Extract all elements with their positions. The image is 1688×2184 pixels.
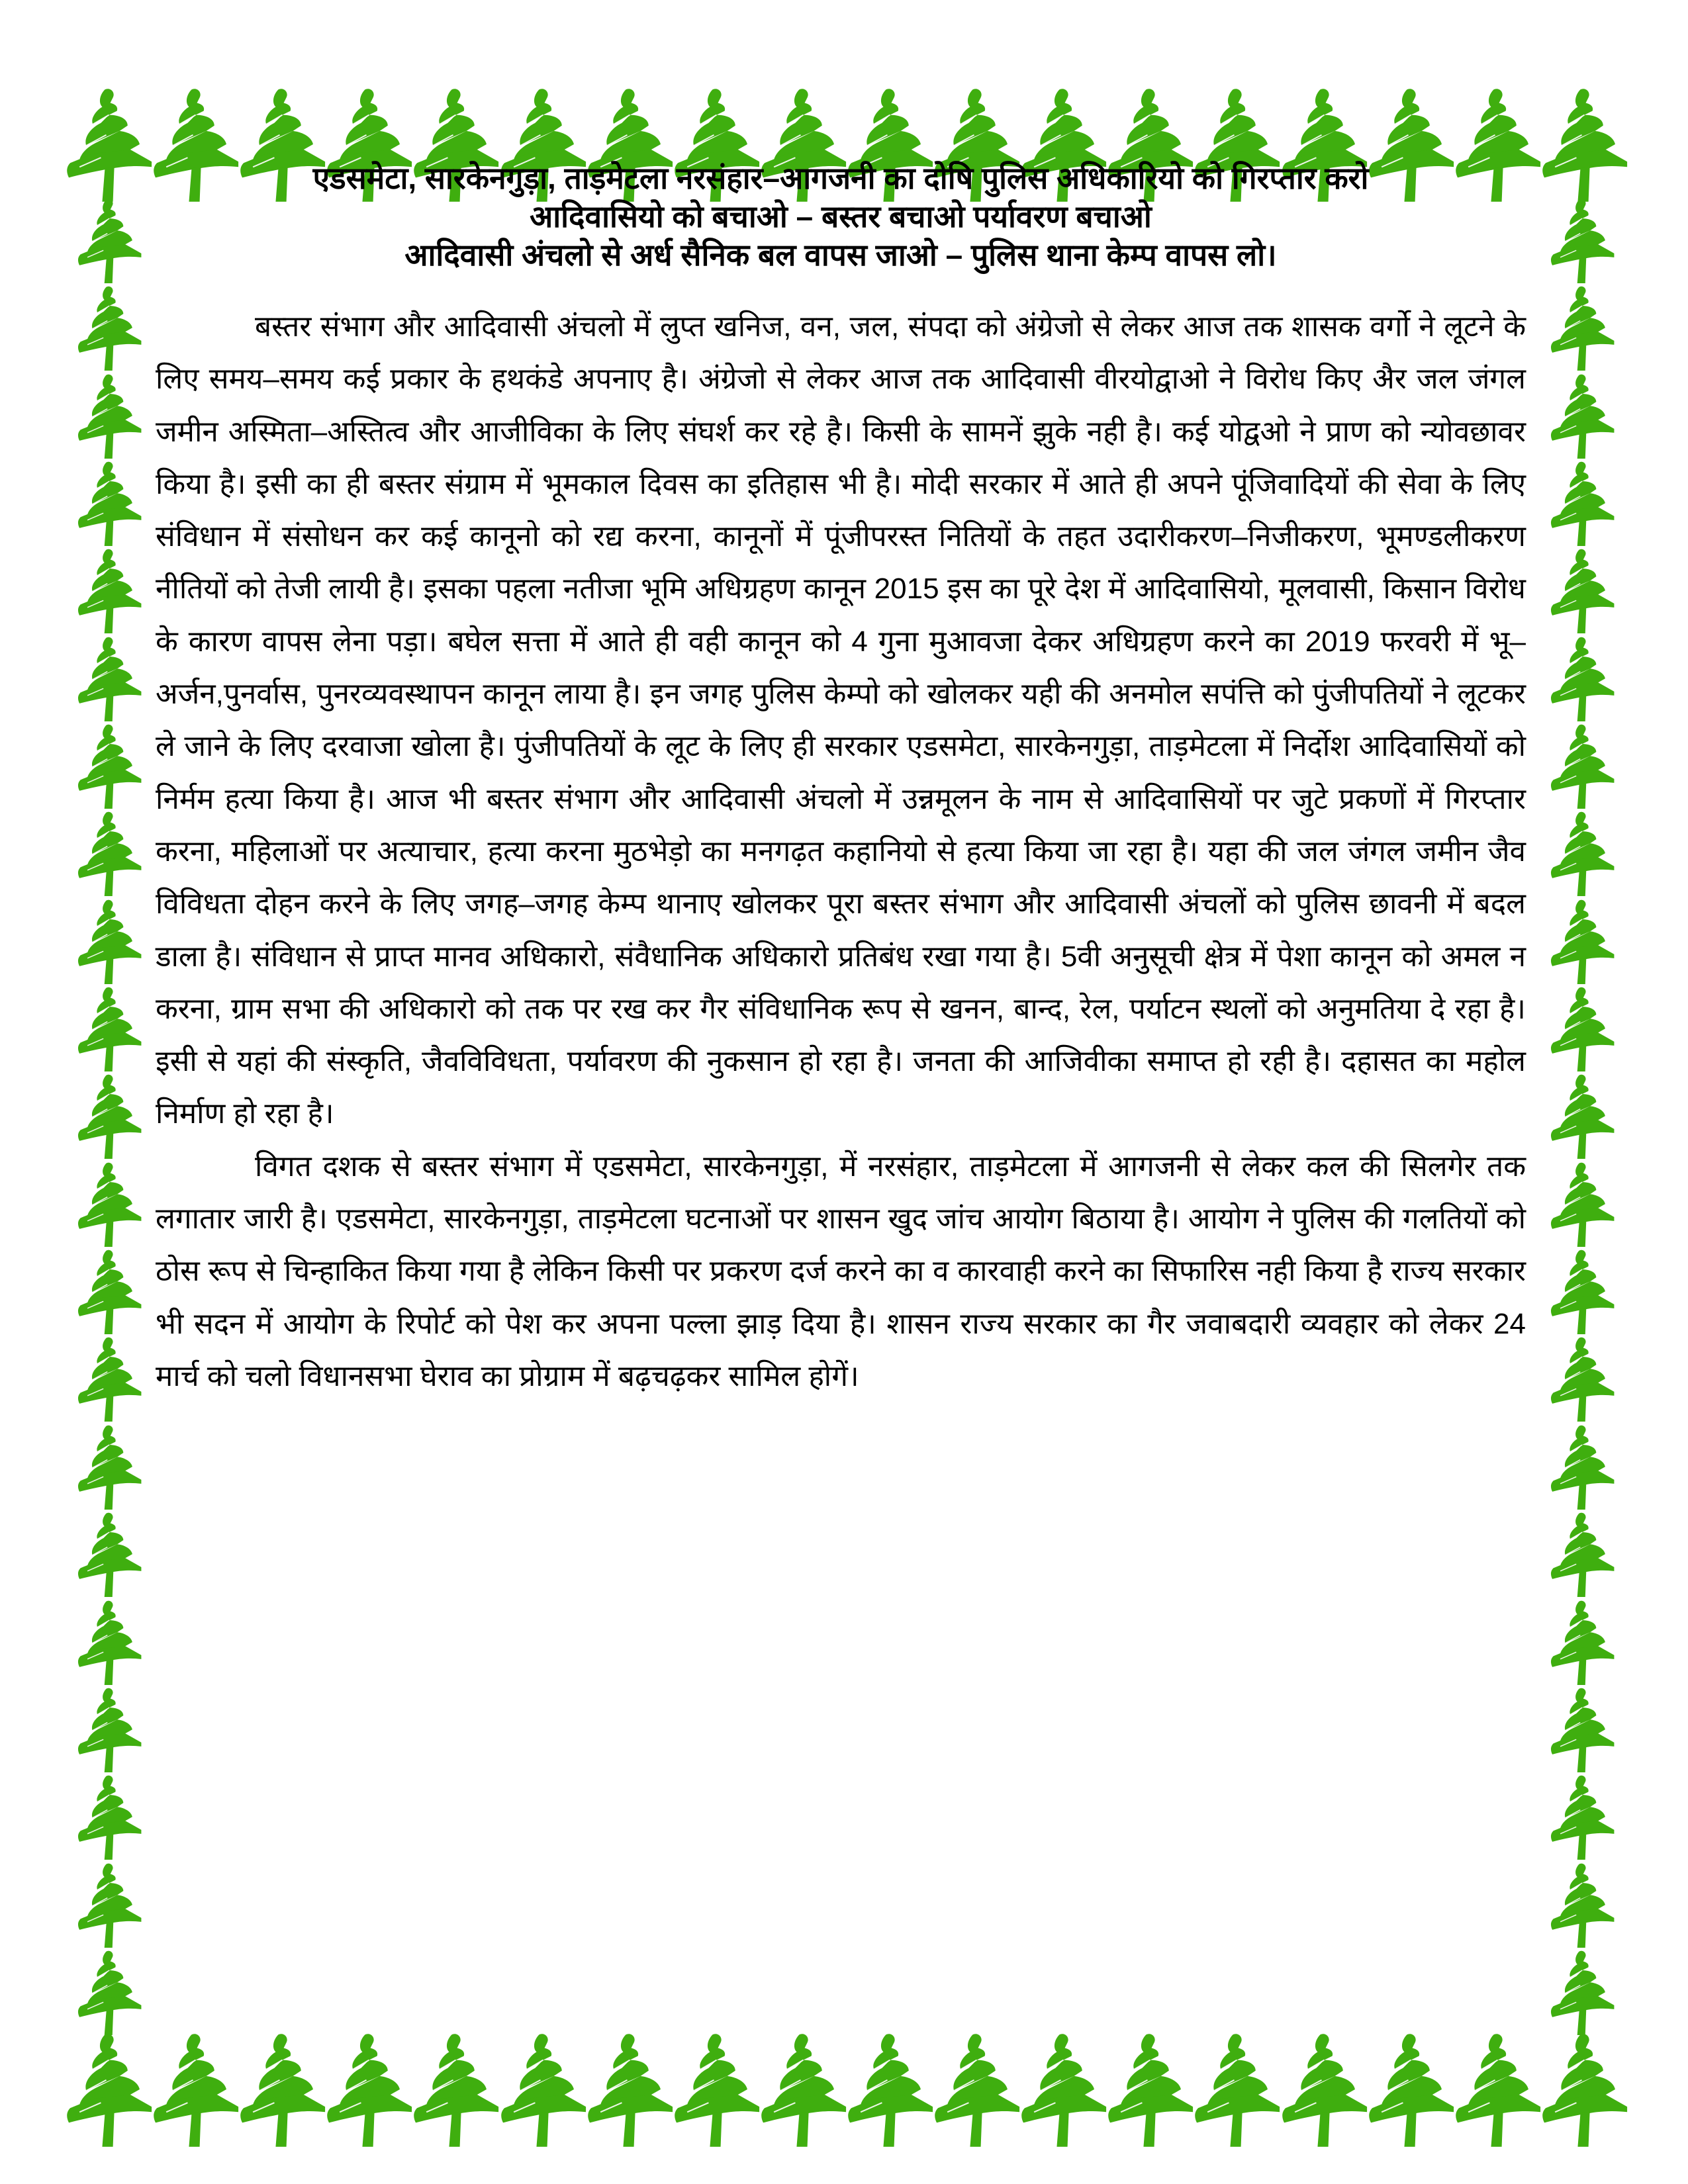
tree-border-bottom [66, 2033, 1628, 2147]
pine-tree-icon [1021, 2033, 1107, 2147]
pine-tree-icon [240, 2033, 326, 2147]
pine-tree-icon [66, 1425, 154, 1510]
document-heading [156, 159, 1526, 274]
body-paragraph-2: विगत दशक से बस्तर संभाग में एडसमेटा, सारकेनगुड़ा, में नरसंहार, ताड़मेटला में आगजनी से लेकर कल की सिलगेर तक लगातार जारी है। एडसमेटा, सारकेनगुड़ा, ताड़मेटला घटनाओं पर शासन खुद जांच आयोग बिठाया है। आयोग ने पुलिस की गलतियों को ठोस रूप से चिन्हाकित किया गया है लेकिन किसी पर प्रकरण दर्ज करने का व कारवाही करने का सिफारिस नही किया है राज्य सरकार भी सदन में आयोग के रिपोर्ट को पेश कर अपना पल्ला झाड़ दिया है। शासन राज्य सरकार का गैर जवाबदारी व्यवहार को लेकर 24 मार्च को चलो विधानसभा घेराव का प्रोग्राम में बढ़चढ़कर सामिल होगें। [156, 1150, 1526, 1392]
tree-border-right [1539, 199, 1626, 2035]
pine-tree-icon [1539, 286, 1626, 371]
pine-tree-icon [934, 2033, 1021, 2147]
pine-tree-icon [66, 549, 154, 633]
pine-tree-icon [66, 1512, 154, 1597]
body-paragraph-1: बस्तर संभाग और आदिवासी अंचलो में लुप्त खनिज, वन, जल, संपदा को अंग्रेजो से लेकर आज तक शासक वर्गो ने लूटने के लिए समय–समय कई प्रकार के हथकंडे अपनाए है। अंग्रेजो से लेकर आज तक आदिवासी वीरयोद्वाओ ने विरोध किए अैर जल जंगल जमीन अस्मिता–अस्तित्व और आजीविका के लिए संघर्श कर रहे है। किसी के सामनें झुके नही है। कई योद्वओ ने प्राण को न्योवछावर किया है। इसी का ही बस्तर संग्राम में भूमकाल दिवस का इतिहास भी है। मोदी सरकार में आते ही अपने पूंजिवादियों की सेवा के लिए संविधान में संसोधन कर कई कानूनो को रद्य करना, कानूनों में पूंजीपरस्त नितियों के तहत उदारीकरण–निजीकरण, भूमण्डलीकरण नीतियों को तेजी लायी है। इसका पहला नतीजा भूमि अधिग्रहण कानून 2015 इस का पूरे देश में आदिवासियो, मूलवासी, किसान विरोध के कारण वापस लेना पड़ा। बघेल सत्ता में आते ही वही कानून को 4 गुना मुआवजा देकर अधिग्रहण करने का 2019 फरवरी में भू–अर्जन,पुनर्वास, पुनरव्यवस्थापन कानून लाया है। इन जगह पुलिस केम्पो को खोलकर यही की अनमोल सपंत्ति को पुंजीपतियों ने लूटकर ले जाने के लिए दरवाजा खोला है। पुंजीपतियों के लूट के लिए ही सरकार एडसमेटा, सारकेनगुड़ा, ताड़मेटला में निर्दोश आदिवासियों को निर्मम हत्या किया है। आज भी बस्तर संभाग और आदिवासी अंचलो में उन्नमूलन के नाम से आदिवासियों पर जुटे प्रकणों में गिरप्तार करना, महिलाओं पर अत्याचार, हत्या करना मुठभेड़ो का मनगढ़त कहानियो से हत्या किया जा रहा है। यहा की जल जंगल जमीन जैव विविधता दोहन करने के लिए जगह–जगह केम्प थानाए खोलकर पूरा बस्तर संभाग और आदिवासी अंचलों को पुलिस छावनी में बदल डाला है। संविधान से प्राप्त मानव अधिकारो, संवैधानिक अधिकारो प्रतिबंध रखा गया है। 5वी अनुसूची क्षेत्र में पेशा कानून को अमल न करना, ग्राम सभा की अधिकारो को तक पर रख कर गैर संविधानिक रूप से खनन, बान्द, रेल, पर्याटन स्थलों को अनुमतिया दे रहा है। इसी से यहां की संस्कृति, जैवविविधता, पर्यावरण की नुकसान हो रहा है। जनता की आजिवीका समाप्त हो रही है। दहासत का महोल निर्माण हो रहा है। [156, 310, 1526, 1130]
pine-tree-icon [1539, 724, 1626, 809]
pine-tree-icon [66, 1250, 154, 1334]
heading-line-3: आदिवासी अंचलो से अर्ध सैनिक बल वापस जाओ – पुलिस थाना केम्प वापस लो। [404, 238, 1277, 272]
pine-tree-icon [66, 1775, 154, 1860]
pine-tree-icon [66, 286, 154, 371]
pine-tree-icon [66, 88, 153, 202]
pine-tree-icon [1539, 1162, 1626, 1247]
pine-tree-icon [1539, 199, 1626, 283]
pine-tree-icon [1539, 1775, 1626, 1860]
tree-border-left [66, 199, 154, 2035]
pine-tree-icon [587, 2033, 674, 2147]
pine-tree-icon [761, 2033, 847, 2147]
pine-tree-icon [1539, 549, 1626, 633]
pine-tree-icon [66, 987, 154, 1071]
pine-tree-icon [66, 461, 154, 546]
pine-tree-icon [1539, 1512, 1626, 1597]
document-body [156, 300, 1526, 1402]
pine-tree-icon [1539, 1337, 1626, 1422]
pine-tree-icon [1539, 899, 1626, 984]
pine-tree-icon [66, 1162, 154, 1247]
pine-tree-icon [1455, 2033, 1542, 2147]
pine-tree-icon [1539, 1688, 1626, 1772]
pine-tree-icon [500, 2033, 587, 2147]
pine-tree-icon [1539, 637, 1626, 721]
pine-tree-icon [66, 637, 154, 721]
pine-tree-icon [1539, 374, 1626, 459]
pine-tree-icon [847, 2033, 934, 2147]
pine-tree-icon [1539, 1250, 1626, 1334]
pine-tree-icon [1539, 1950, 1626, 2035]
pine-tree-icon [66, 899, 154, 984]
heading-line-2: आदिवासियो को बचाओ – बस्तर बचाओ पर्यावरण बचाओ [530, 199, 1152, 234]
pine-tree-icon [66, 1863, 154, 1948]
pine-tree-icon [674, 2033, 761, 2147]
pine-tree-icon [1542, 88, 1628, 202]
pine-tree-icon [1539, 461, 1626, 546]
pine-tree-icon [1542, 2033, 1628, 2147]
pine-tree-icon [66, 374, 154, 459]
pine-tree-icon [1194, 2033, 1281, 2147]
pine-tree-icon [413, 2033, 500, 2147]
pine-tree-icon [1107, 2033, 1194, 2147]
document-content [156, 159, 1526, 1402]
pine-tree-icon [1282, 2033, 1368, 2147]
pine-tree-icon [66, 2033, 153, 2147]
pine-tree-icon [1539, 811, 1626, 896]
heading-line-1: एडसमेटा, सारकेनगुड़ा, ताड़मेटला नरसंहार–आगजनी का दोषि पुलिस अधिकारियो को गिरप्तार करो [312, 161, 1369, 195]
pine-tree-icon [1539, 1074, 1626, 1159]
pine-tree-icon [153, 2033, 240, 2147]
pine-tree-icon [1539, 1863, 1626, 1948]
pine-tree-icon [66, 1600, 154, 1685]
pine-tree-icon [66, 811, 154, 896]
pine-tree-icon [326, 2033, 413, 2147]
pine-tree-icon [66, 1337, 154, 1422]
pine-tree-icon [1539, 987, 1626, 1071]
pine-tree-icon [66, 1950, 154, 2035]
pine-tree-icon [1539, 1425, 1626, 1510]
pine-tree-icon [1539, 1600, 1626, 1685]
pine-tree-icon [66, 1074, 154, 1159]
pine-tree-icon [66, 1688, 154, 1772]
pine-tree-icon [1368, 2033, 1455, 2147]
pine-tree-icon [66, 724, 154, 809]
pine-tree-icon [66, 199, 154, 283]
